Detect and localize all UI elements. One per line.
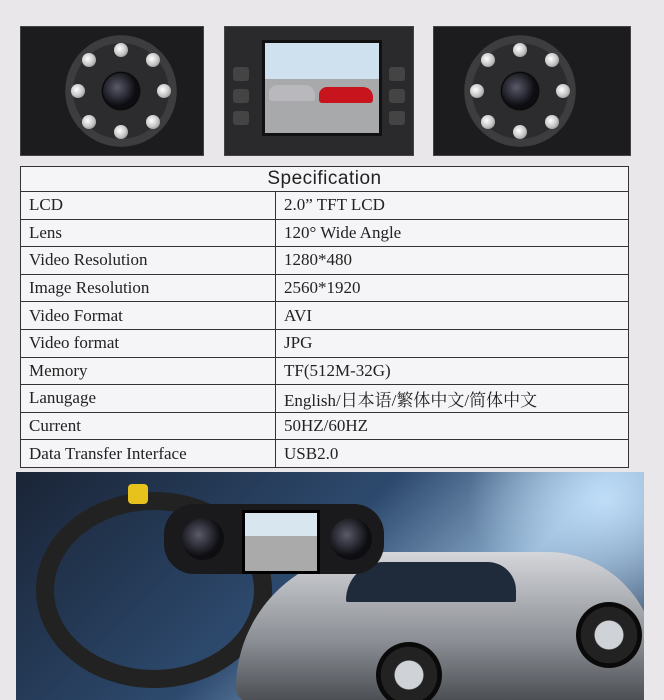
spec-value: JPG	[276, 329, 629, 357]
led-light	[481, 115, 495, 129]
spec-label: Data Transfer Interface	[21, 440, 276, 468]
spec-label: Image Resolution	[21, 274, 276, 302]
device-button	[389, 111, 405, 125]
led-light	[470, 84, 484, 98]
spec-label: Lens	[21, 219, 276, 247]
lens	[502, 73, 538, 109]
table-row	[21, 247, 629, 275]
spec-value: 1280*480	[276, 247, 629, 275]
led-light	[481, 53, 495, 67]
spec-value: English/日本语/繁体中文/简体中文	[276, 385, 629, 413]
led-light	[146, 53, 160, 67]
table-row	[21, 329, 629, 357]
spec-label: Video Format	[21, 302, 276, 330]
table-row	[21, 440, 629, 468]
spec-label: Video Resolution	[21, 247, 276, 275]
led-light	[513, 43, 527, 57]
camera-display-screen	[262, 40, 382, 136]
led-light	[82, 53, 96, 67]
spec-value: USB2.0	[276, 440, 629, 468]
spec-label: Video format	[21, 329, 276, 357]
device-button	[233, 111, 249, 125]
spec-value: AVI	[276, 302, 629, 330]
table-row	[21, 219, 629, 247]
camera-lens-photo-right	[433, 26, 631, 156]
car-wheel	[376, 642, 442, 700]
table-row	[21, 274, 629, 302]
spec-label: Lanugage	[21, 385, 276, 413]
table-row	[21, 302, 629, 330]
device-button	[233, 89, 249, 103]
led-light	[82, 115, 96, 129]
car-wheel	[576, 602, 642, 668]
lens	[182, 518, 224, 560]
table-row	[21, 385, 629, 413]
spec-value: 2.0” TFT LCD	[276, 192, 629, 220]
led-light	[545, 53, 559, 67]
led-light	[545, 115, 559, 129]
led-light	[114, 125, 128, 139]
camera-lens-photo-left	[20, 26, 204, 156]
spec-value: TF(512M-32G)	[276, 357, 629, 385]
led-light	[513, 125, 527, 139]
table-title: Specification	[21, 167, 629, 192]
dash-camera-screen	[242, 510, 320, 574]
spec-label: Memory	[21, 357, 276, 385]
device-button	[233, 67, 249, 81]
specification-table	[20, 166, 629, 468]
device-button	[389, 67, 405, 81]
table-row	[21, 192, 629, 220]
table-row	[21, 412, 629, 440]
spec-label: LCD	[21, 192, 276, 220]
table-header-row	[21, 167, 629, 192]
lens	[330, 518, 372, 560]
promo-car-image	[16, 472, 644, 700]
device-button	[389, 89, 405, 103]
spec-value: 120° Wide Angle	[276, 219, 629, 247]
car-image	[269, 85, 315, 101]
table-row	[21, 357, 629, 385]
spec-value: 2560*1920	[276, 274, 629, 302]
led-light	[71, 84, 85, 98]
lens	[103, 73, 139, 109]
spec-label: Current	[21, 412, 276, 440]
led-light	[157, 84, 171, 98]
car-image	[319, 87, 373, 103]
led-light	[146, 115, 160, 129]
car-logo-badge	[128, 484, 148, 504]
spec-value: 50HZ/60HZ	[276, 412, 629, 440]
led-light	[114, 43, 128, 57]
led-light	[556, 84, 570, 98]
